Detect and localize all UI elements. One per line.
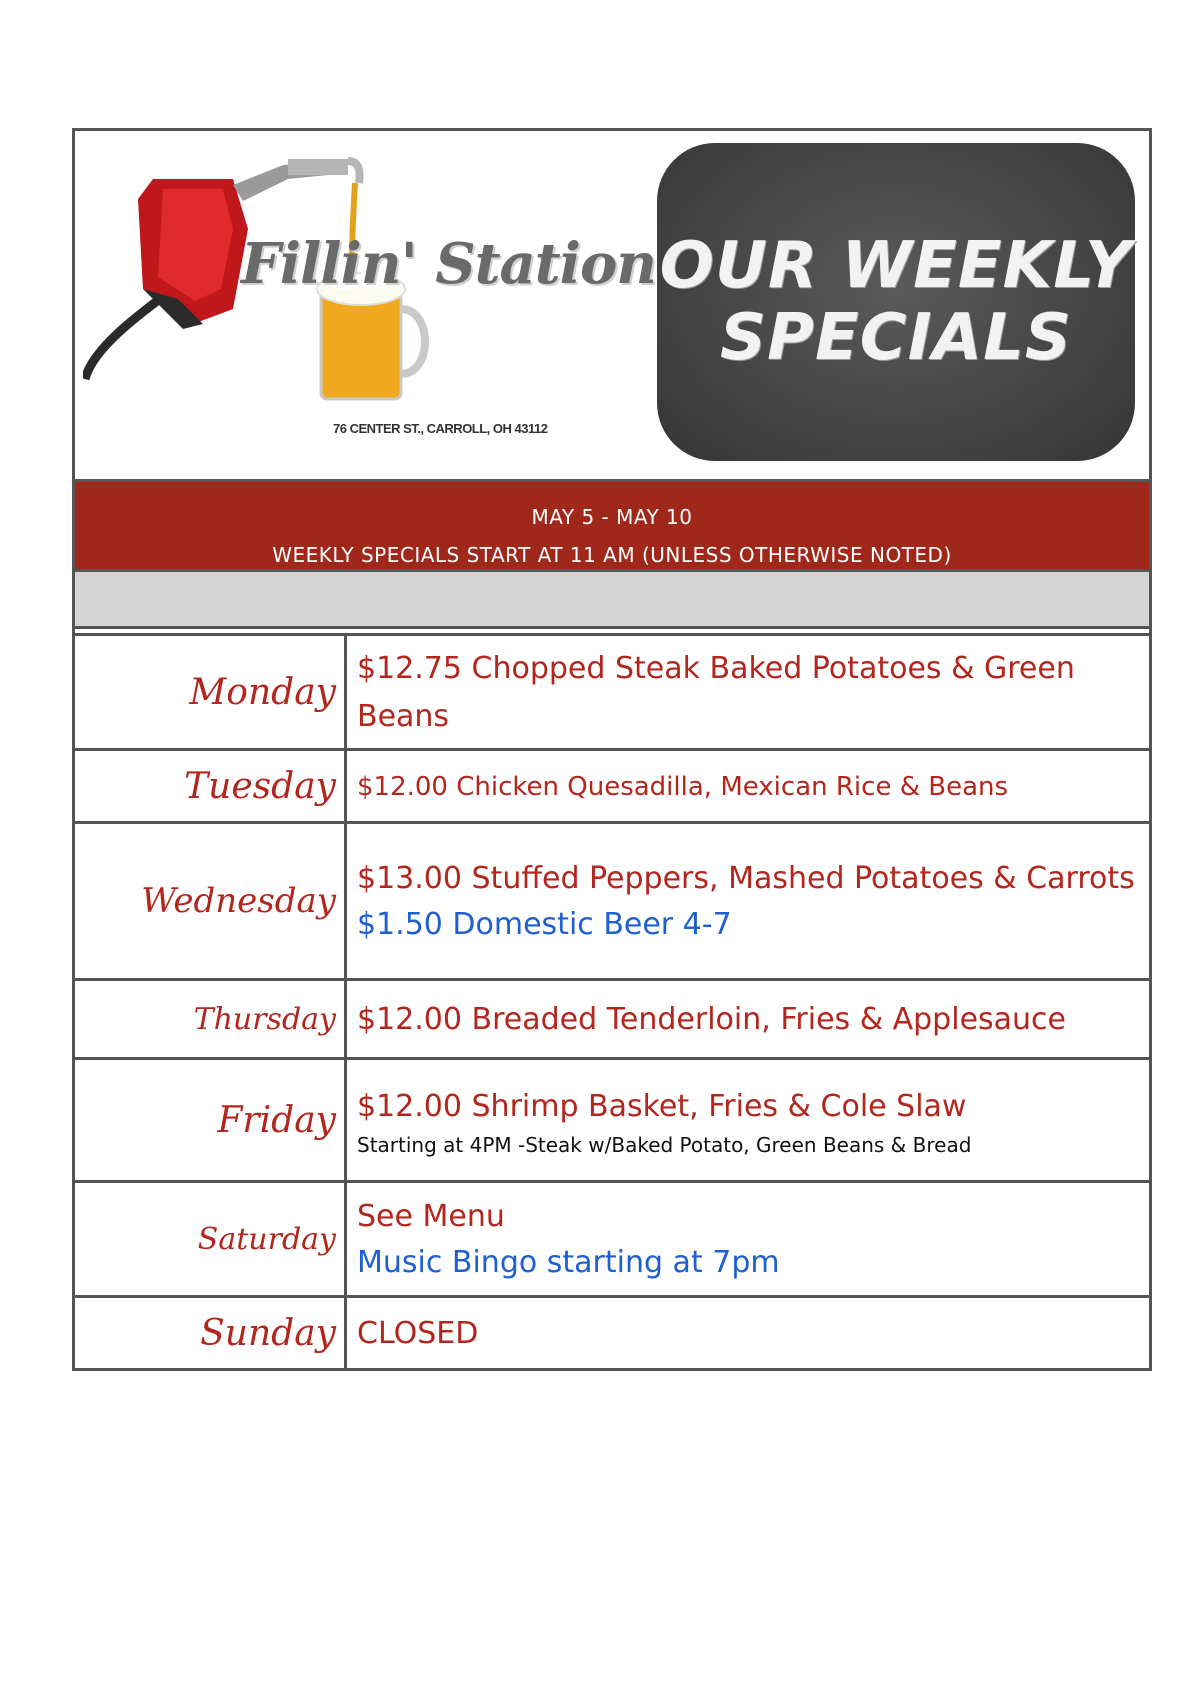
- special-cell: [347, 981, 1149, 1057]
- fillin-station-logo: [83, 139, 657, 469]
- day-row-saturday: [75, 1183, 1149, 1298]
- special-line: CLOSED: [357, 1316, 479, 1351]
- special-cell: [347, 636, 1149, 748]
- day-row-sunday: [75, 1298, 1149, 1368]
- special-line: Music Bingo starting at 7pm: [357, 1245, 780, 1280]
- special-line: $12.00 Chicken Quesadilla, Mexican Rice & Beans: [357, 772, 1009, 802]
- date-banner: [75, 482, 1149, 572]
- special-line: See Menu: [357, 1199, 505, 1234]
- special-line: Starting at 4PM -Steak w/Baked Potato, Green Beans & Bread: [357, 1133, 972, 1157]
- day-label: Thursday: [75, 981, 347, 1057]
- day-label: Friday: [75, 1060, 347, 1180]
- special-line: $13.00 Stuffed Peppers, Mashed Potatoes & Carrots: [357, 861, 1135, 896]
- chalkboard-line-2: SPECIALS: [720, 301, 1072, 375]
- special-cell: [347, 824, 1149, 978]
- special-line: $12.00 Shrimp Basket, Fries & Cole Slaw: [357, 1089, 967, 1124]
- fuel-nozzle-beer-icon: [83, 139, 623, 469]
- day-label: Sunday: [75, 1298, 347, 1368]
- special-line: $12.00 Breaded Tenderloin, Fries & Applesauce: [357, 1002, 1066, 1037]
- spacer-row: [75, 629, 1149, 636]
- day-label: Saturday: [75, 1183, 347, 1295]
- special-cell: [347, 1298, 1149, 1368]
- specials-table: [75, 636, 1149, 1368]
- specials-sheet: [72, 128, 1152, 1371]
- banner-note: WEEKLY SPECIALS START AT 11 AM (UNLESS OTHERWISE NOTED): [272, 543, 952, 567]
- banner-dates: MAY 5 - MAY 10: [531, 505, 693, 529]
- special-cell: [347, 1183, 1149, 1295]
- day-label: Monday: [75, 636, 347, 748]
- special-cell: [347, 1060, 1149, 1180]
- chalkboard-title: [660, 230, 1133, 374]
- day-label: Tuesday: [75, 751, 347, 821]
- chalkboard-line-1: OUR WEEKLY: [659, 229, 1133, 303]
- logo-wordmark: Fillin' Station: [241, 231, 657, 297]
- gray-band: [75, 572, 1149, 629]
- day-row-wednesday: [75, 824, 1149, 981]
- day-row-thursday: [75, 981, 1149, 1060]
- logo-address: 76 CENTER ST., CARROLL, OH 43112: [333, 421, 548, 436]
- header: [75, 131, 1149, 482]
- special-line: $12.75 Chopped Steak Baked Potatoes & Green Beans: [357, 651, 1075, 734]
- day-row-friday: [75, 1060, 1149, 1183]
- day-row-tuesday: [75, 751, 1149, 824]
- special-cell: [347, 751, 1149, 821]
- special-line: $1.50 Domestic Beer 4-7: [357, 907, 732, 942]
- day-row-monday: [75, 636, 1149, 751]
- chalkboard-sign: [657, 143, 1135, 461]
- day-label: Wednesday: [75, 824, 347, 978]
